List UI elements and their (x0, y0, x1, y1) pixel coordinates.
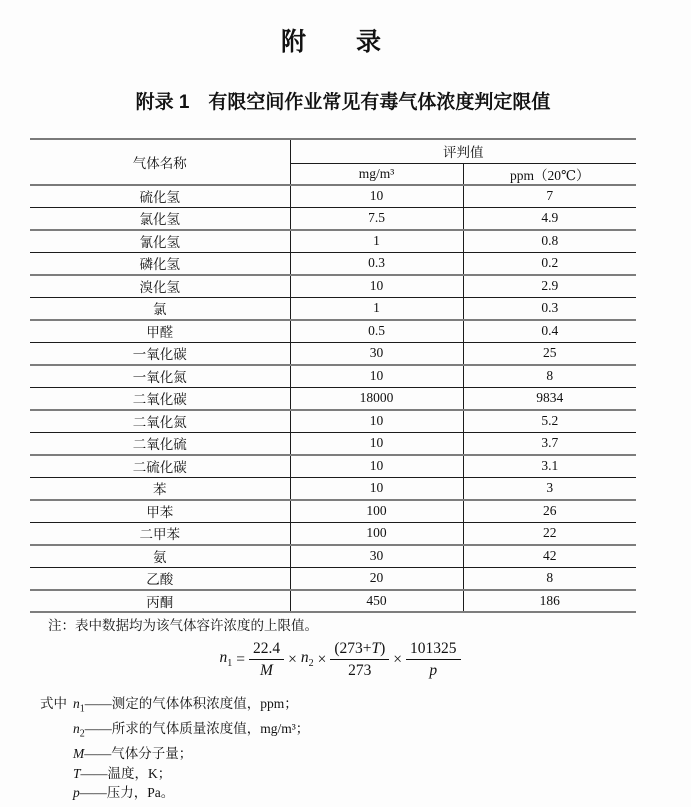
symbol: T (73, 765, 81, 781)
gas-name-cell: 二氧化碳 (30, 387, 290, 410)
definition-text: ——所求的气体质量浓度值，mg/m³； (84, 721, 310, 737)
mg-value-cell: 10 (290, 275, 463, 298)
gas-name-cell: 氰化氢 (30, 230, 290, 253)
gas-name-cell: 二氧化氮 (30, 410, 290, 433)
mg-value-cell: 10 (290, 477, 463, 500)
conversion-formula (0, 639, 680, 680)
ppm-value-cell: 3.1 (463, 455, 636, 478)
symbol: $n_2$ (73, 721, 85, 740)
gas-name-cell: 甲醛 (30, 320, 290, 343)
multiply-sign: × (393, 650, 403, 668)
ppm-value-cell: 42 (463, 545, 636, 568)
ppm-value-cell: 22 (463, 522, 636, 545)
header-judgment-value: 评判值 (290, 139, 636, 163)
fraction-temperature: $\frac{(273+T)}{273}$ (330, 639, 389, 680)
gas-row (30, 185, 636, 208)
definition-text: ——温度，K； (80, 765, 172, 781)
mg-value-cell: 10 (290, 365, 463, 388)
header-mg-unit: mg/m³ (290, 163, 463, 185)
mg-value-cell: 20 (290, 567, 463, 590)
ppm-value-cell: 5.2 (463, 410, 636, 433)
ppm-value-cell: 2.9 (463, 275, 636, 298)
symbol-definitions (40, 694, 309, 803)
ppm-value-cell: 0.3 (463, 297, 636, 320)
multiply-sign: × (317, 650, 327, 668)
ppm-value-cell: 3 (463, 477, 636, 500)
ppm-value-cell: 0.4 (463, 320, 636, 343)
ppm-value-cell: 7 (463, 185, 636, 208)
mg-value-cell: 30 (290, 342, 463, 365)
gas-name-cell: 溴化氢 (30, 275, 290, 298)
multiply-sign: × (288, 650, 297, 668)
gas-row (30, 365, 636, 388)
ppm-value-cell: 26 (463, 500, 636, 523)
gas-name-cell: 二甲苯 (30, 522, 290, 545)
definition-text: ——压力，Pa。 (79, 785, 175, 801)
ppm-value-cell: 0.2 (463, 252, 636, 275)
ppm-value-cell: 186 (463, 590, 636, 613)
gas-row (30, 252, 636, 275)
gas-name-cell: 氯 (30, 297, 290, 320)
fraction-pressure: $\frac{101325}{p}$ (406, 639, 461, 680)
gas-row (30, 567, 636, 590)
gas-name-cell: 二氧化硫 (30, 432, 290, 455)
gas-table-body (30, 185, 636, 613)
fraction-22-4-over-M: $\frac{22.4}{M}$ (249, 639, 284, 680)
mg-value-cell: 7.5 (290, 207, 463, 230)
mg-value-cell: 100 (290, 522, 463, 545)
gas-row (30, 500, 636, 523)
appendix1-heading: 附录 1 有限空间作业常见有毒气体浓度判定限值 (135, 92, 551, 113)
gas-row (30, 275, 636, 298)
mg-value-cell: 100 (290, 500, 463, 523)
ppm-value-cell: 8 (463, 567, 636, 590)
ppm-value-cell: 9834 (463, 387, 636, 410)
header-ppm-unit: ppm（20℃） (463, 163, 636, 185)
gas-name-cell: 乙酸 (30, 567, 290, 590)
gas-row (30, 297, 636, 320)
gas-name-cell: 硫化氢 (30, 185, 290, 208)
definition-line (40, 719, 309, 744)
definitions-lead: 式中 (40, 696, 67, 711)
definition-line (40, 764, 309, 784)
gas-row (30, 522, 636, 545)
definition-line (40, 783, 309, 803)
ppm-value-cell: 4.9 (463, 207, 636, 230)
gas-name-cell: 甲苯 (30, 500, 290, 523)
gas-name-cell: 丙酮 (30, 590, 290, 613)
appendix-title: 附 录 (280, 28, 381, 56)
definition-text: ——气体分子量； (84, 746, 193, 762)
gas-row (30, 432, 636, 455)
definition-text: ——测定的气体体积浓度值，ppm； (84, 696, 298, 711)
mg-value-cell: 10 (290, 185, 463, 208)
equals-sign: = (236, 650, 245, 668)
definition-line (40, 694, 309, 719)
ppm-value-cell: 3.7 (463, 432, 636, 455)
toxic-gas-limits-table (30, 138, 636, 613)
formula-n1: $n_1$ (219, 649, 233, 670)
mg-value-cell: 10 (290, 432, 463, 455)
gas-name-cell: 苯 (30, 477, 290, 500)
table-note: 注：表中数据均为该气体容许浓度的上限值。 (48, 618, 318, 633)
gas-row (30, 387, 636, 410)
formula-n2: $n_2$ (300, 649, 314, 670)
ppm-value-cell: 25 (463, 342, 636, 365)
gas-row (30, 455, 636, 478)
table-header-row (30, 139, 636, 163)
symbol: $n_1$ (73, 696, 85, 715)
gas-row (30, 207, 636, 230)
mg-value-cell: 0.3 (290, 252, 463, 275)
mg-value-cell: 1 (290, 297, 463, 320)
symbol: p (73, 785, 80, 801)
mg-value-cell: 30 (290, 545, 463, 568)
header-gas-name: 气体名称 (30, 139, 290, 185)
mg-value-cell: 1 (290, 230, 463, 253)
ppm-value-cell: 0.8 (463, 230, 636, 253)
gas-name-cell: 一氧化碳 (30, 342, 290, 365)
gas-row (30, 410, 636, 433)
gas-row (30, 230, 636, 253)
gas-name-cell: 氨 (30, 545, 290, 568)
ppm-value-cell: 8 (463, 365, 636, 388)
mg-value-cell: 10 (290, 410, 463, 433)
gas-name-cell: 磷化氢 (30, 252, 290, 275)
symbol: M (73, 746, 85, 762)
gas-name-cell: 一氧化氮 (30, 365, 290, 388)
gas-row (30, 545, 636, 568)
mg-value-cell: 0.5 (290, 320, 463, 343)
gas-row (30, 320, 636, 343)
mg-value-cell: 10 (290, 455, 463, 478)
definition-line (40, 744, 309, 764)
gas-name-cell: 氯化氢 (30, 207, 290, 230)
mg-value-cell: 450 (290, 590, 463, 613)
gas-row (30, 590, 636, 613)
mg-value-cell: 18000 (290, 387, 463, 410)
gas-row (30, 477, 636, 500)
gas-row (30, 342, 636, 365)
gas-name-cell: 二硫化碳 (30, 455, 290, 478)
